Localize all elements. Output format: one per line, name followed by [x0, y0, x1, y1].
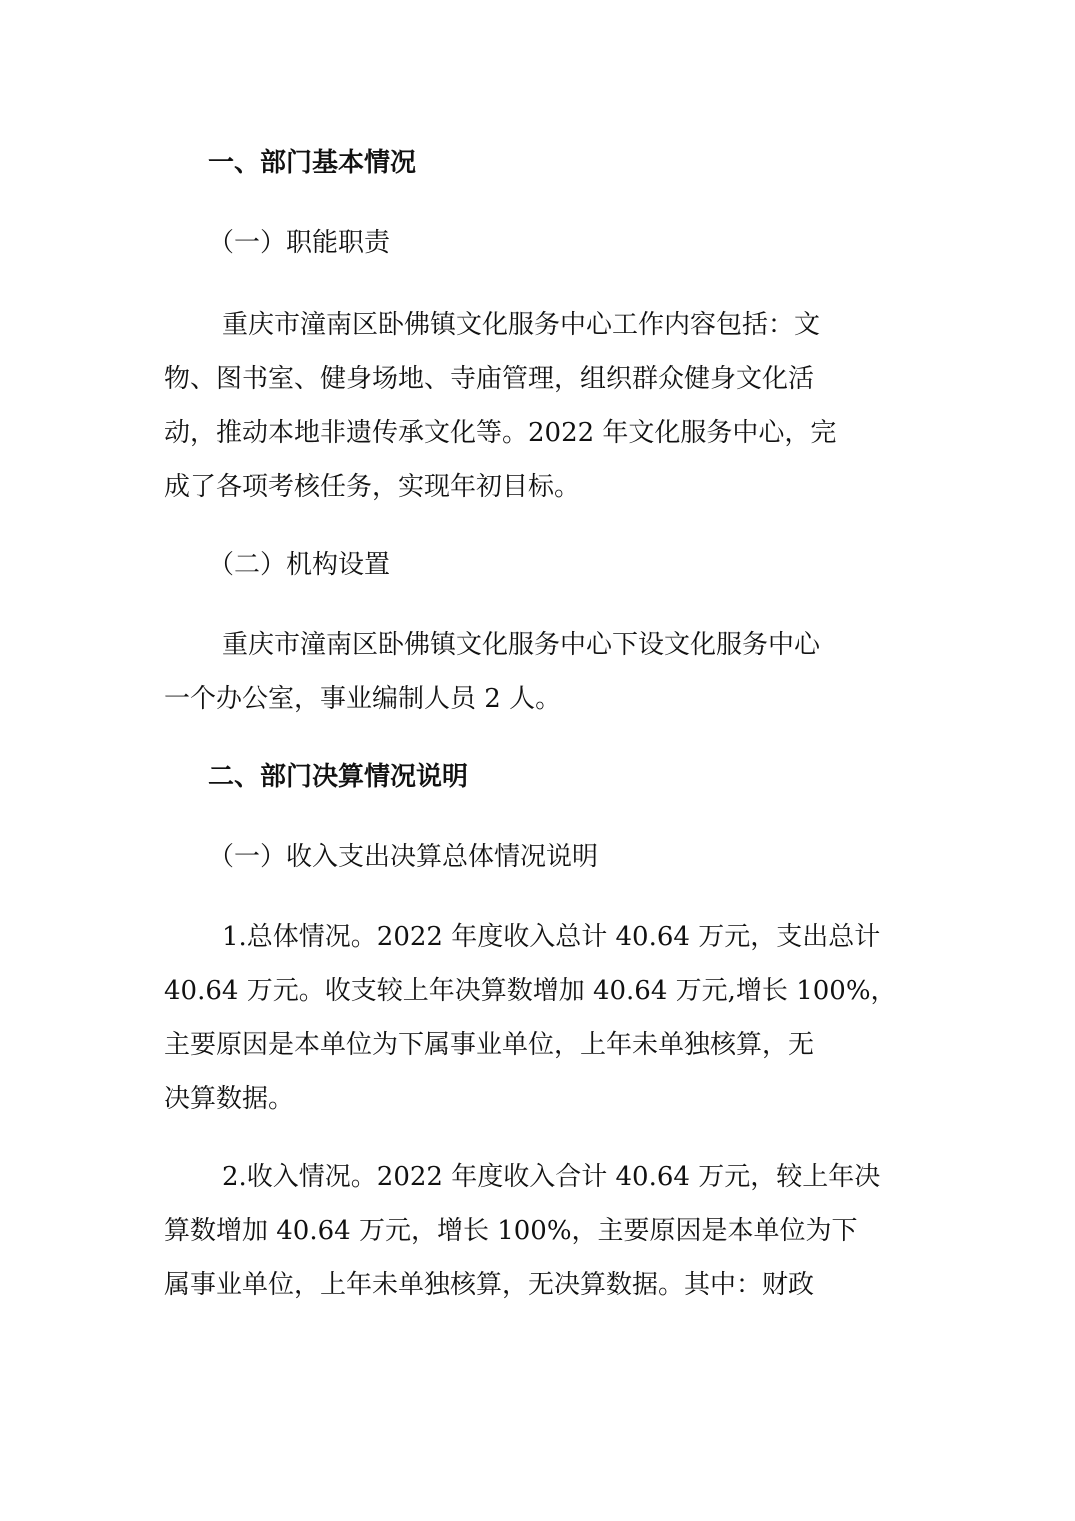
section-heading-basic-info: 一、部门基本情况	[208, 148, 417, 178]
paragraph-line: 重庆市潼南区卧佛镇文化服务中心工作内容包括：文	[222, 310, 821, 340]
paragraph-line: 物、图书室、健身场地、寺庙管理，组织群众健身文化活	[164, 364, 815, 394]
paragraph-line: 2.收入情况。2022 年度收入合计 40.64 万元，较上年决	[222, 1162, 881, 1192]
paragraph-line: 主要原因是本单位为下属事业单位，上年未单独核算，无	[164, 1030, 815, 1060]
section-heading-final-accounts: 二、部门决算情况说明	[208, 762, 469, 792]
paragraph-line: 成了各项考核任务，实现年初目标。	[164, 472, 581, 502]
subheading-organization: （二）机构设置	[208, 550, 391, 580]
paragraph-line: 属事业单位，上年未单独核算，无决算数据。其中：财政	[164, 1270, 815, 1300]
subheading-income-expense-overview: （一）收入支出决算总体情况说明	[208, 842, 599, 872]
paragraph-line: 重庆市潼南区卧佛镇文化服务中心下设文化服务中心	[222, 630, 821, 660]
paragraph-line: 40.64 万元。收支较上年决算数增加 40.64 万元,增长 100%，	[164, 976, 897, 1006]
paragraph-line: 一个办公室，事业编制人员 2 人。	[164, 684, 562, 714]
paragraph-line: 1.总体情况。2022 年度收入总计 40.64 万元，支出总计	[222, 922, 881, 952]
paragraph-line: 算数增加 40.64 万元，增长 100%，主要原因是本单位为下	[164, 1216, 858, 1246]
paragraph-line: 决算数据。	[164, 1084, 295, 1114]
paragraph-line: 动，推动本地非遗传承文化等。2022 年文化服务中心，完	[164, 418, 837, 448]
subheading-functions: （一）职能职责	[208, 228, 391, 258]
